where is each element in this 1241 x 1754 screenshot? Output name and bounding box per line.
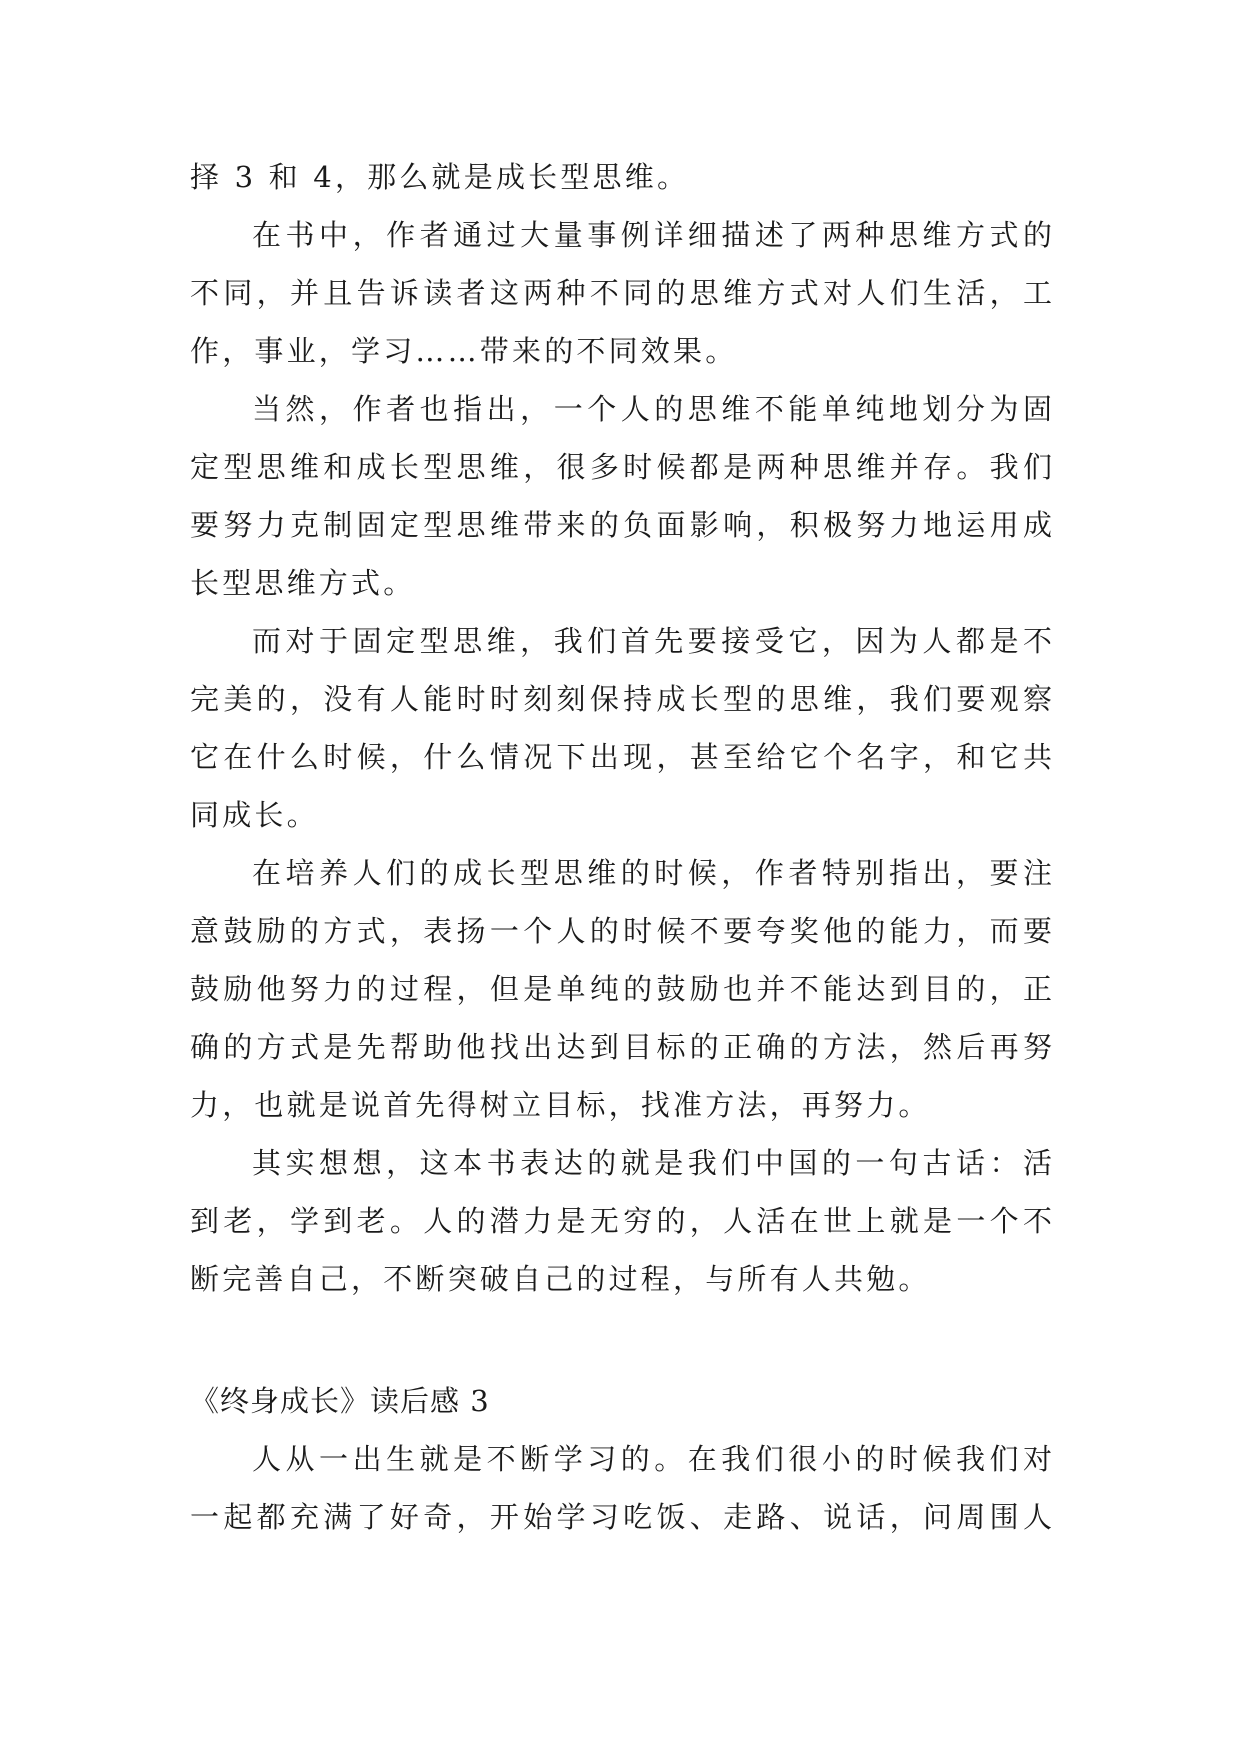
text-line: 在培养人们的成长型思维的时候，作者特别指出，要注 — [252, 856, 1052, 890]
text-line: 当然，作者也指出，一个人的思维不能单纯地划分为固 — [252, 392, 1052, 426]
text-line: 作，事业，学习……带来的不同效果。 — [190, 334, 738, 368]
text-line: 到老，学到老。人的潜力是无穷的，人活在世上就是一个不 — [190, 1204, 1052, 1238]
text-line: 断完善自己，不断突破自己的过程，与所有人共勉。 — [190, 1262, 931, 1296]
text-line: 鼓励他努力的过程，但是单纯的鼓励也并不能达到目的，正 — [190, 972, 1052, 1006]
text-line: 力，也就是说首先得树立目标，找准方法，再努力。 — [190, 1088, 931, 1122]
paragraph — [190, 844, 1052, 1134]
text-line: 要努力克制固定型思维带来的负面影响，积极努力地运用成 — [190, 508, 1052, 542]
heading-text: 《终身成长》读后感 3 — [190, 1384, 490, 1418]
document-body — [190, 148, 1052, 1546]
text-line: 而对于固定型思维，我们首先要接受它，因为人都是不 — [252, 624, 1052, 658]
text-line: 一起都充满了好奇，开始学习吃饭、走路、说话，问周围人 — [190, 1500, 1052, 1534]
paragraph — [190, 612, 1052, 844]
text-line: 定型思维和成长型思维，很多时候都是两种思维并存。我们 — [190, 450, 1052, 484]
paragraph — [190, 206, 1052, 380]
paragraph — [190, 380, 1052, 612]
text-line: 择 3 和 4，那么就是成长型思维。 — [190, 160, 690, 194]
text-line: 不同，并且告诉读者这两种不同的思维方式对人们生活，工 — [190, 276, 1052, 310]
text-line: 意鼓励的方式，表扬一个人的时候不要夸奖他的能力，而要 — [190, 914, 1052, 948]
section-spacer — [190, 1308, 1052, 1372]
paragraph-continuation — [190, 148, 1052, 206]
text-line: 其实想想，这本书表达的就是我们中国的一句古话：活 — [252, 1146, 1052, 1180]
text-line: 人从一出生就是不断学习的。在我们很小的时候我们对 — [252, 1442, 1052, 1476]
text-line: 长型思维方式。 — [190, 566, 416, 600]
text-line: 确的方式是先帮助他找出达到目标的正确的方法，然后再努 — [190, 1030, 1052, 1064]
section-heading — [190, 1372, 1052, 1430]
text-line: 在书中，作者通过大量事例详细描述了两种思维方式的 — [252, 218, 1052, 252]
paragraph — [190, 1134, 1052, 1308]
paragraph — [190, 1430, 1052, 1546]
text-line: 同成长。 — [190, 798, 319, 832]
text-line: 它在什么时候，什么情况下出现，甚至给它个名字，和它共 — [190, 740, 1052, 774]
text-line: 完美的，没有人能时时刻刻保持成长型的思维，我们要观察 — [190, 682, 1052, 716]
